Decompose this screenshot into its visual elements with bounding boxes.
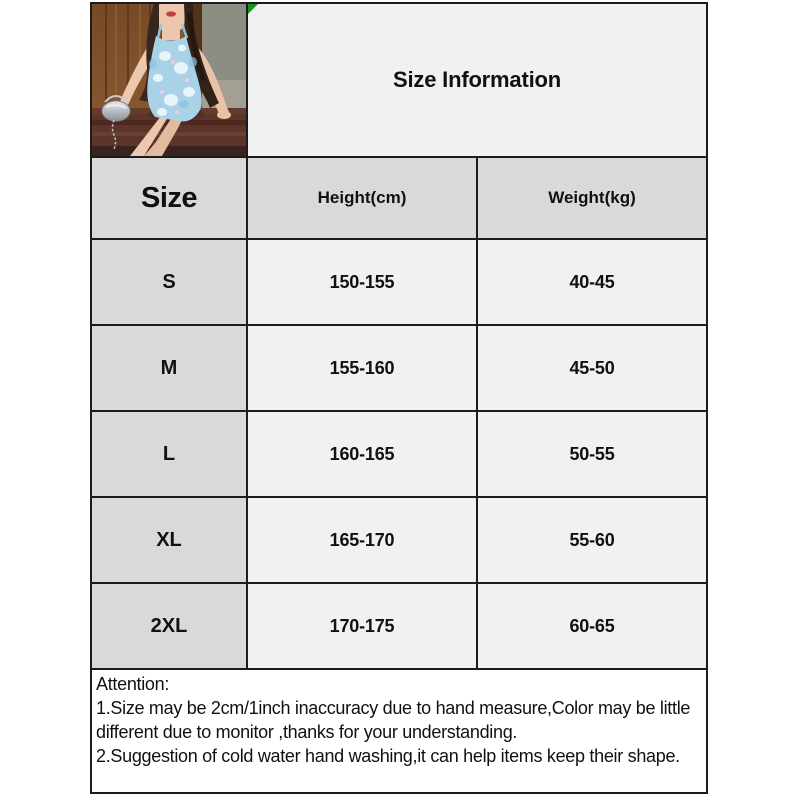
weight-value-m: 45-50 <box>478 326 706 410</box>
weight-value-xl: 55-60 <box>478 498 706 582</box>
size-label-m: M <box>92 326 246 410</box>
attention-note-box <box>90 668 708 794</box>
attention-line-1: 1.Size may be 2cm/1inch inaccuracy due to hand measure,Color may be little <box>96 698 691 718</box>
height-value-m: 155-160 <box>248 326 476 410</box>
title-cell <box>248 4 706 156</box>
size-sheet <box>90 2 708 670</box>
product-photo-cell <box>92 4 246 156</box>
column-header-size: Size <box>92 158 246 238</box>
height-value-xl: 165-170 <box>248 498 476 582</box>
green-corner-marker-icon <box>248 4 258 14</box>
column-header-weight: Weight(kg) <box>478 158 706 238</box>
size-label-s: S <box>92 240 246 324</box>
attention-heading: Attention: <box>96 674 170 694</box>
weight-value-s: 40-45 <box>478 240 706 324</box>
column-header-height: Height(cm) <box>248 158 476 238</box>
size-label-xl: XL <box>92 498 246 582</box>
weight-value-2xl: 60-65 <box>478 584 706 668</box>
size-label-2xl: 2XL <box>92 584 246 668</box>
size-label-l: L <box>92 412 246 496</box>
product-photo <box>92 4 246 156</box>
weight-value-l: 50-55 <box>478 412 706 496</box>
height-value-s: 150-155 <box>248 240 476 324</box>
attention-line-2: different due to monitor ,thanks for your understanding. <box>96 722 518 742</box>
height-value-l: 160-165 <box>248 412 476 496</box>
height-value-2xl: 170-175 <box>248 584 476 668</box>
attention-line-3: 2.Suggestion of cold water hand washing,it can help items keep their shape. <box>96 746 680 766</box>
sheet-title: Size Information <box>393 67 561 92</box>
lips <box>166 11 176 16</box>
